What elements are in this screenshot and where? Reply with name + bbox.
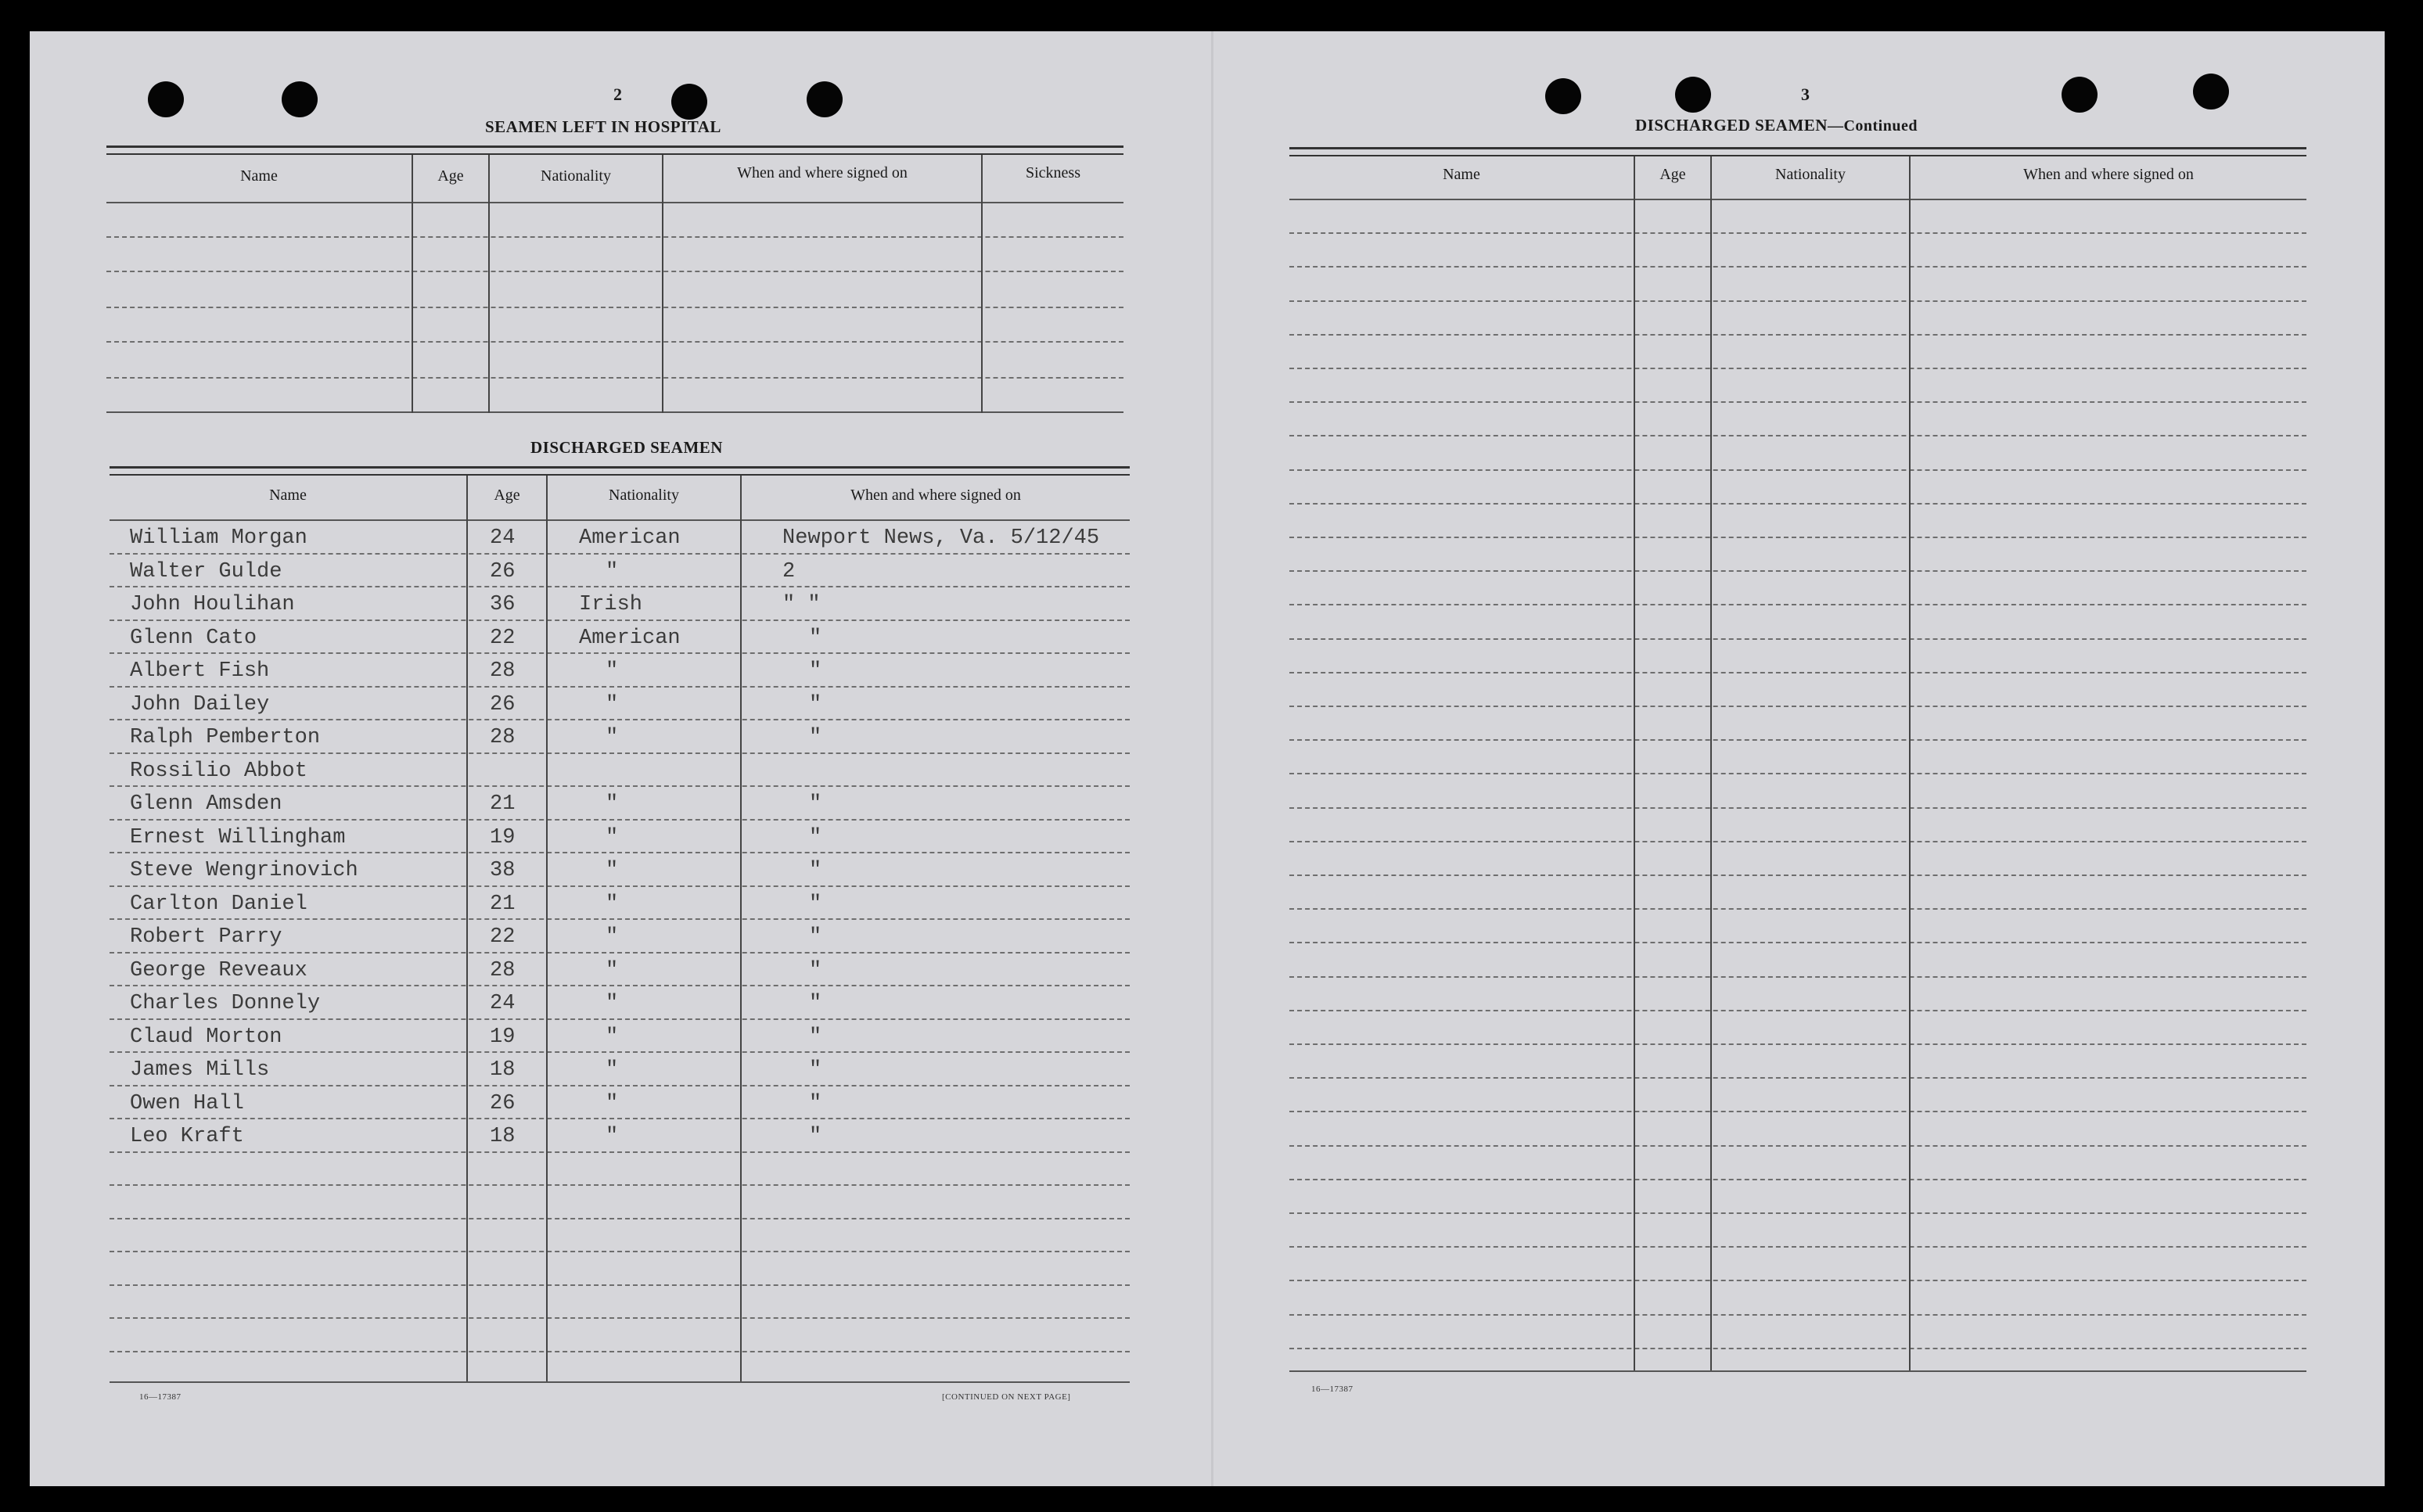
continued-row-line — [1289, 1111, 2306, 1112]
continued-row-line — [1289, 976, 2306, 978]
continued-col-divider — [1909, 156, 1911, 1370]
discharged-col-nationality: Nationality — [609, 487, 679, 504]
discharged-row-line — [110, 1218, 1130, 1219]
seaman-nationality: " — [606, 792, 619, 816]
continued-row-line — [1289, 537, 2306, 538]
continued-col-signed-on: When and where signed on — [2023, 166, 2194, 183]
document-sheet — [30, 31, 2385, 1486]
continued-row-line — [1289, 232, 2306, 234]
seaman-name: William Morgan — [130, 526, 307, 550]
hospital-top-rule — [106, 145, 1123, 148]
hospital-col-age: Age — [437, 167, 464, 185]
continued-note: [CONTINUED ON NEXT PAGE] — [942, 1392, 1071, 1402]
discharged-row-line — [110, 1051, 1130, 1053]
seaman-age: 26 — [490, 560, 516, 584]
seaman-name: George Reveaux — [130, 959, 307, 982]
seaman-name: Ernest Willingham — [130, 826, 346, 849]
seaman-age: 28 — [490, 959, 516, 982]
seaman-nationality: " — [606, 959, 619, 982]
seaman-name: Owen Hall — [130, 1092, 244, 1115]
discharged-row-line — [110, 1184, 1130, 1186]
seaman-signed-on: " — [809, 892, 822, 916]
discharged-section-title: DISCHARGED SEAMEN — [530, 438, 723, 457]
hospital-col-nationality: Nationality — [541, 167, 611, 185]
discharged-row-line — [110, 620, 1130, 621]
discharged-row-line — [110, 1118, 1130, 1119]
continued-row-line — [1289, 1043, 2306, 1045]
punch-hole — [2193, 74, 2229, 110]
seaman-nationality: " — [606, 726, 619, 749]
continued-row-line — [1289, 807, 2306, 809]
seaman-nationality: " — [606, 826, 619, 849]
discharged-row-line — [110, 586, 1130, 587]
seaman-signed-on: Newport News, Va. 5/12/45 — [782, 526, 1100, 550]
seaman-signed-on: " — [809, 1058, 822, 1082]
seaman-name: Robert Parry — [130, 925, 282, 949]
seaman-name: Walter Gulde — [130, 560, 282, 584]
seaman-signed-on: " — [809, 1125, 822, 1148]
continued-row-line — [1289, 841, 2306, 842]
hospital-row-line — [106, 236, 1123, 238]
seaman-name: John Houlihan — [130, 593, 295, 616]
seaman-nationality: American — [579, 526, 681, 550]
continued-row-line — [1289, 1010, 2306, 1011]
discharged-col-divider — [466, 476, 468, 1383]
continued-top-rule — [1289, 155, 2306, 156]
continued-row-line — [1289, 638, 2306, 640]
seaman-age: 36 — [490, 593, 516, 616]
seaman-name: Ralph Pemberton — [130, 726, 321, 749]
discharged-row-line — [110, 719, 1130, 720]
discharged-row-line — [110, 985, 1130, 986]
seaman-nationality: " — [606, 859, 619, 882]
continued-row-line — [1289, 604, 2306, 605]
hospital-col-sickness: Sickness — [1026, 164, 1080, 181]
seaman-name: Glenn Cato — [130, 627, 257, 650]
continued-row-line — [1289, 401, 2306, 403]
seaman-nationality: " — [606, 1125, 619, 1148]
continued-row-line — [1289, 706, 2306, 707]
punch-hole — [1545, 78, 1581, 114]
discharged-row-line — [110, 1018, 1130, 1020]
seaman-signed-on: " — [809, 627, 822, 650]
seaman-age: 18 — [490, 1125, 516, 1148]
continued-row-line — [1289, 1145, 2306, 1147]
continued-row-line — [1289, 300, 2306, 302]
discharged-row-line — [110, 1317, 1130, 1319]
seaman-nationality: American — [579, 627, 681, 650]
seaman-age: 22 — [490, 925, 516, 949]
seaman-nationality: " — [606, 1092, 619, 1115]
continued-col-divider — [1710, 156, 1712, 1370]
discharged-top-rule — [110, 474, 1130, 476]
seaman-nationality: " — [606, 892, 619, 916]
continued-row-line — [1289, 773, 2306, 774]
seaman-name: Leo Kraft — [130, 1125, 244, 1148]
seaman-age: 22 — [490, 627, 516, 650]
form-number: 16—17387 — [139, 1392, 182, 1402]
continued-col-age: Age — [1659, 166, 1686, 183]
discharged-col-signed-on: When and where signed on — [850, 487, 1021, 504]
continued-row-line — [1289, 875, 2306, 876]
discharged-row-line — [110, 785, 1130, 787]
seaman-signed-on: " — [809, 659, 822, 683]
page-number: 3 — [1801, 84, 1810, 104]
discharged-row-line — [110, 752, 1130, 754]
discharged-row-line — [110, 819, 1130, 821]
discharged-col-age: Age — [494, 487, 520, 504]
discharged-top-rule — [110, 466, 1130, 469]
seaman-signed-on: 2 — [782, 560, 796, 584]
hospital-row-line — [106, 271, 1123, 272]
continued-row-line — [1289, 435, 2306, 436]
discharged-row-line — [110, 553, 1130, 555]
discharged-row-line — [110, 652, 1130, 654]
seaman-age: 26 — [490, 693, 516, 716]
continued-row-line — [1289, 672, 2306, 673]
continued-col-nationality: Nationality — [1775, 166, 1846, 183]
seaman-age: 24 — [490, 992, 516, 1015]
discharged-row-line — [110, 1251, 1130, 1252]
continued-row-line — [1289, 1179, 2306, 1180]
discharged-row-line — [110, 852, 1130, 853]
continued-row-line — [1289, 266, 2306, 268]
continued-row-line — [1289, 1212, 2306, 1214]
page-fold — [1211, 31, 1213, 1486]
discharged-header-rule — [110, 519, 1130, 521]
page-number: 2 — [613, 84, 622, 104]
continued-row-line — [1289, 942, 2306, 943]
seaman-signed-on: " — [809, 1092, 822, 1115]
form-number: 16—17387 — [1311, 1385, 1354, 1394]
continued-row-line — [1289, 908, 2306, 910]
discharged-row-line — [110, 918, 1130, 920]
seaman-nationality: " — [606, 925, 619, 949]
seaman-signed-on: " — [809, 792, 822, 816]
seaman-name: John Dailey — [130, 693, 270, 716]
continued-row-line — [1289, 1280, 2306, 1281]
seaman-signed-on: " — [809, 726, 822, 749]
seaman-nationality: " — [606, 1058, 619, 1082]
discharged-row-line — [110, 1085, 1130, 1086]
seaman-name: Steve Wengrinovich — [130, 859, 358, 882]
seaman-age: 38 — [490, 859, 516, 882]
discharged-row-line — [110, 1351, 1130, 1352]
hospital-row-line — [106, 341, 1123, 343]
hospital-row-line — [106, 377, 1123, 379]
hospital-bottom-rule — [106, 411, 1123, 413]
seaman-name: Glenn Amsden — [130, 792, 282, 816]
seaman-name: James Mills — [130, 1058, 270, 1082]
seaman-age: 19 — [490, 826, 516, 849]
continued-top-rule — [1289, 147, 2306, 149]
seaman-name: Carlton Daniel — [130, 892, 307, 916]
continued-title-main: DISCHARGED SEAMEN — [1635, 116, 1828, 135]
seaman-signed-on: " — [809, 859, 822, 882]
seaman-age: 28 — [490, 659, 516, 683]
continued-row-line — [1289, 368, 2306, 369]
punch-hole — [1675, 77, 1711, 113]
seaman-age: 28 — [490, 726, 516, 749]
seaman-signed-on: " — [809, 1025, 822, 1049]
seaman-signed-on: " — [809, 992, 822, 1015]
discharged-col-name: Name — [269, 487, 307, 504]
punch-hole — [282, 81, 318, 117]
discharged-col-divider — [546, 476, 548, 1383]
seaman-name: Rossilio Abbot — [130, 760, 307, 783]
hospital-top-rule — [106, 153, 1123, 155]
hospital-col-divider — [662, 155, 663, 413]
seaman-age: 26 — [490, 1092, 516, 1115]
discharged-row-line — [110, 1151, 1130, 1153]
discharged-row-line — [110, 686, 1130, 688]
continued-title-suffix: —Continued — [1827, 117, 1918, 135]
seaman-signed-on: " — [809, 826, 822, 849]
punch-hole — [148, 81, 184, 117]
continued-col-name: Name — [1443, 166, 1480, 183]
seaman-age: 24 — [490, 526, 516, 550]
continued-row-line — [1289, 503, 2306, 505]
seaman-nationality: " — [606, 560, 619, 584]
continued-bottom-rule — [1289, 1370, 2306, 1372]
seaman-signed-on: " — [809, 693, 822, 716]
continued-section-title — [1635, 116, 1918, 135]
seaman-signed-on: " " — [782, 593, 821, 616]
hospital-col-divider — [412, 155, 413, 413]
seaman-nationality: " — [606, 1025, 619, 1049]
hospital-section-title: SEAMEN LEFT IN HOSPITAL — [485, 117, 721, 136]
discharged-col-divider — [740, 476, 742, 1383]
seaman-age: 21 — [490, 792, 516, 816]
continued-col-divider — [1634, 156, 1635, 1370]
discharged-row-line — [110, 1284, 1130, 1286]
hospital-col-signed-on: When and where signed on — [737, 164, 908, 181]
seaman-nationality: " — [606, 659, 619, 683]
continued-row-line — [1289, 1314, 2306, 1316]
seaman-nationality: Irish — [579, 593, 643, 616]
punch-hole — [671, 84, 707, 120]
seaman-age: 19 — [490, 1025, 516, 1049]
seaman-name: Claud Morton — [130, 1025, 282, 1049]
hospital-row-line — [106, 307, 1123, 308]
continued-row-line — [1289, 1077, 2306, 1079]
hospital-header-rule — [106, 202, 1123, 203]
seaman-age: 18 — [490, 1058, 516, 1082]
seaman-nationality: " — [606, 693, 619, 716]
discharged-bottom-rule — [110, 1381, 1130, 1383]
seaman-signed-on: " — [809, 925, 822, 949]
continued-row-line — [1289, 1246, 2306, 1248]
discharged-row-line — [110, 952, 1130, 954]
hospital-col-divider — [981, 155, 983, 413]
seaman-name: Albert Fish — [130, 659, 270, 683]
continued-row-line — [1289, 570, 2306, 572]
continued-row-line — [1289, 1348, 2306, 1349]
seaman-name: Charles Donnely — [130, 992, 321, 1015]
continued-row-line — [1289, 469, 2306, 471]
continued-header-rule — [1289, 199, 2306, 200]
continued-row-line — [1289, 739, 2306, 741]
punch-hole — [2062, 77, 2098, 113]
seaman-nationality: " — [606, 992, 619, 1015]
discharged-row-line — [110, 885, 1130, 887]
hospital-col-divider — [488, 155, 490, 413]
hospital-col-name: Name — [240, 167, 278, 185]
seaman-signed-on: " — [809, 959, 822, 982]
seaman-age: 21 — [490, 892, 516, 916]
continued-row-line — [1289, 334, 2306, 336]
punch-hole — [807, 81, 843, 117]
